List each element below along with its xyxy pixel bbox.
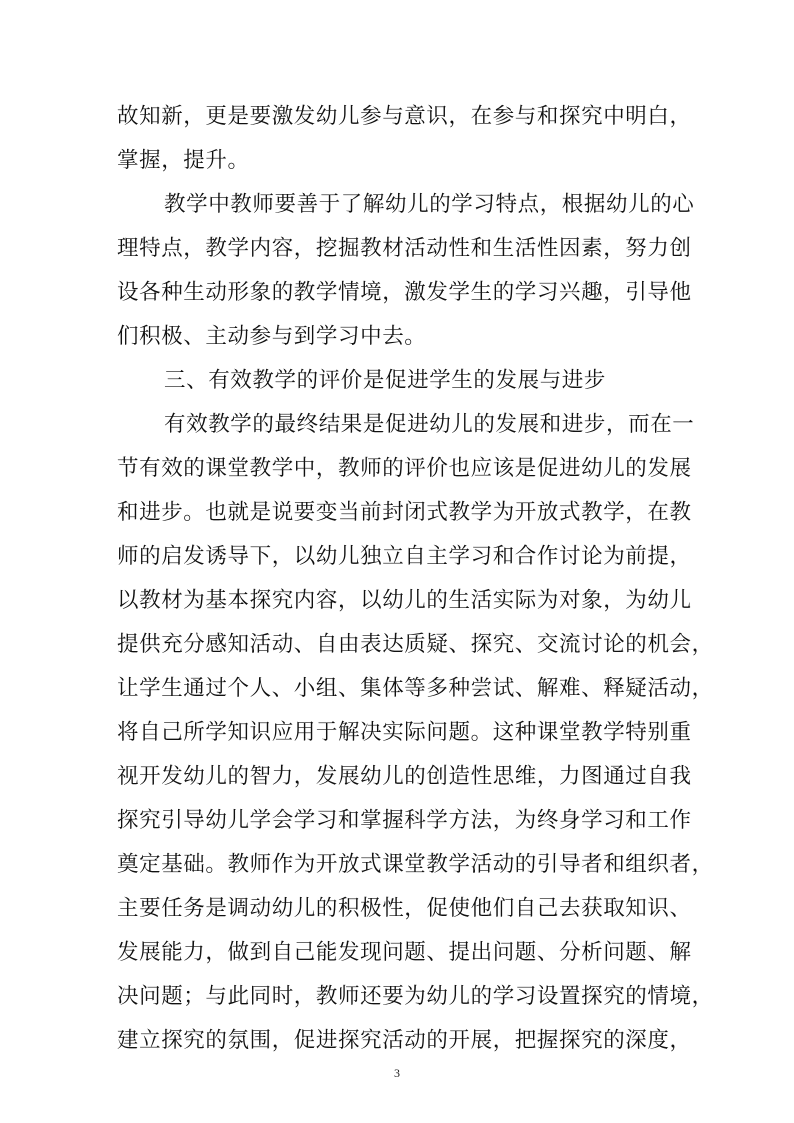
text-line: 主要任务是调动幼儿的积极性，促使他们自己去获取知识、: [117, 896, 692, 921]
text-line: 师的启发诱导下，以幼儿独立自主学习和合作讨论为前提，: [117, 544, 692, 569]
page-number: 3: [394, 1066, 400, 1080]
text-line: 故知新，更是要激发幼儿参与意识，在参与和探究中明白，: [117, 104, 692, 129]
text-line: 奠定基础。教师作为开放式课堂教学活动的引导者和组织者，: [117, 852, 714, 877]
text-line: 让学生通过个人、小组、集体等多种尝试、解难、释疑活动，: [117, 676, 714, 701]
text-line: 理特点，教学内容，挖掘教材活动性和生活性因素，努力创: [117, 236, 692, 261]
section-heading: 三、有效教学的评价是促进学生的发展与进步: [164, 368, 607, 393]
text-line: 和进步。也就是说要变当前封闭式教学为开放式教学，在教: [117, 500, 692, 525]
text-line: 将自己所学知识应用于解决实际问题。这种课堂教学特别重: [117, 720, 692, 745]
text-line: 设各种生动形象的教学情境，激发学生的学习兴趣，引导他: [117, 280, 692, 305]
text-line: 发展能力，做到自己能发现问题、提出问题、分析问题、解: [117, 940, 692, 965]
text-line: 提供充分感知活动、自由表达质疑、探究、交流讨论的机会，: [117, 632, 714, 657]
text-line: 决问题；与此同时，教师还要为幼儿的学习设置探究的情境，: [117, 984, 714, 1009]
text-line: 视开发幼儿的智力，发展幼儿的创造性思维，力图通过自我: [117, 764, 692, 789]
text-line: 以教材为基本探究内容，以幼儿的生活实际为对象，为幼儿: [117, 588, 692, 613]
text-line: 们积极、主动参与到学习中去。: [117, 324, 427, 349]
text-line: 探究引导幼儿学会学习和掌握科学方法，为终身学习和工作: [117, 808, 692, 833]
text-line: 有效教学的最终结果是促进幼儿的发展和进步，而在一: [164, 412, 695, 437]
text-line: 节有效的课堂教学中，教师的评价也应该是促进幼儿的发展: [117, 456, 692, 481]
text-line: 教学中教师要善于了解幼儿的学习特点，根据幼儿的心: [164, 192, 695, 217]
text-line: 掌握，提升。: [117, 148, 250, 173]
text-line: 建立探究的氛围，促进探究活动的开展，把握探究的深度，: [117, 1028, 692, 1053]
